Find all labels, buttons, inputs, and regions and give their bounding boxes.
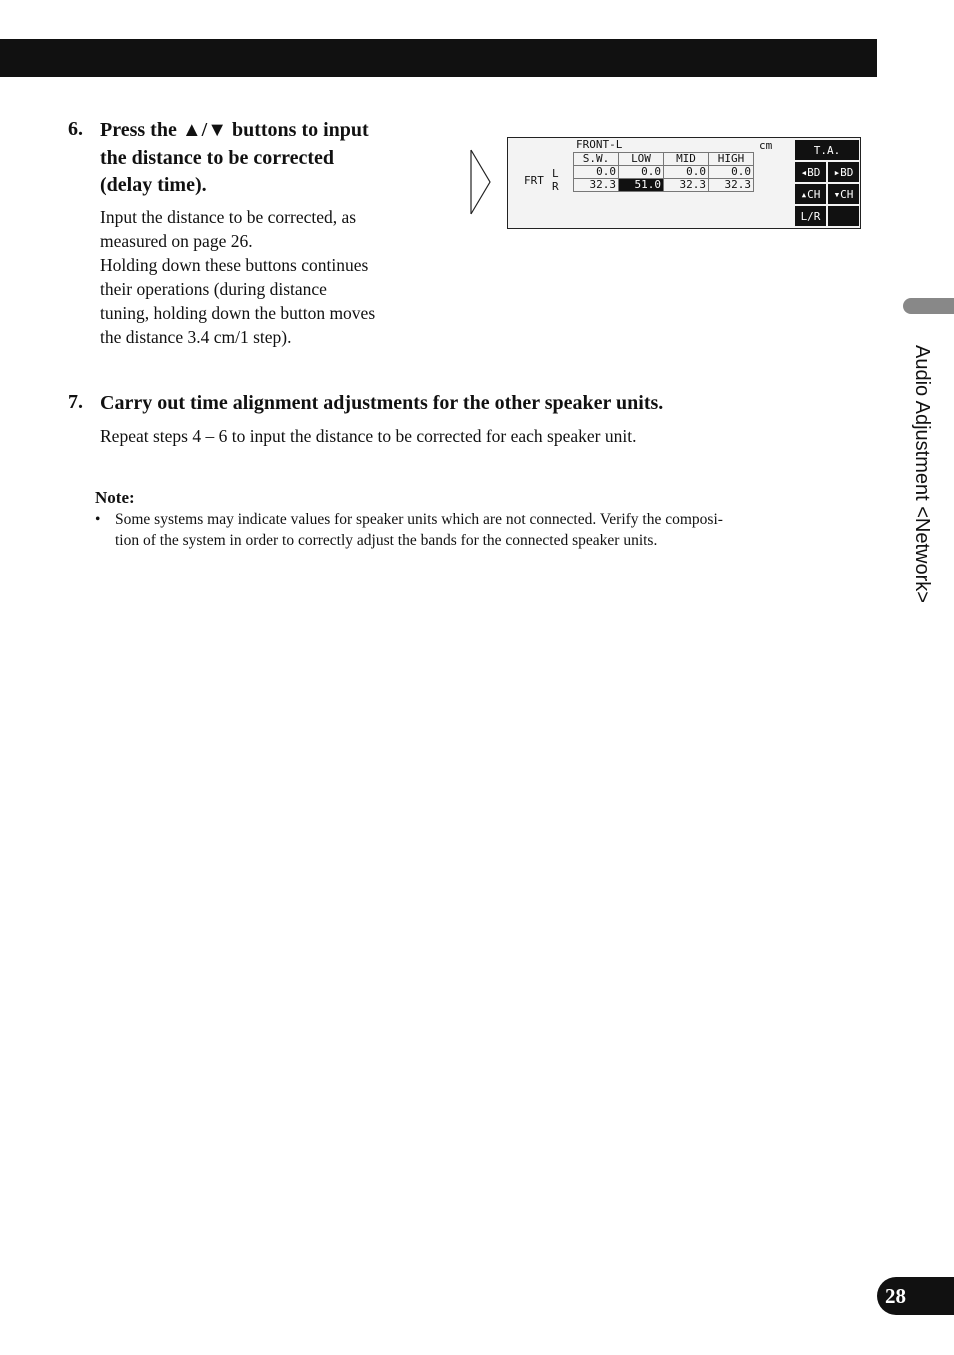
- step-6-number: 6.: [68, 118, 83, 140]
- header-bar: [0, 39, 877, 77]
- bd-right-button[interactable]: ▸BD: [828, 162, 859, 182]
- step-6-body-line: their operations (during distance: [100, 279, 327, 299]
- display-row-label-l: L: [552, 167, 559, 180]
- table-cell: 0.0: [574, 166, 619, 179]
- table-cell: 32.3: [574, 179, 619, 192]
- table-cell: 0.0: [709, 166, 754, 179]
- display-unit: cm: [759, 139, 773, 152]
- note-text: [115, 509, 840, 551]
- delay-table: [573, 152, 754, 192]
- lr-button[interactable]: L/R: [795, 206, 826, 226]
- step-6-body-line: the distance 3.4 cm/1 step).: [100, 327, 292, 347]
- step-6-body-line: measured on page 26.: [100, 231, 253, 251]
- pointer-arrow-icon: [469, 148, 493, 216]
- note-title: Note:: [95, 488, 135, 507]
- display-title: FRONT-L: [576, 138, 623, 151]
- empty-button: [828, 206, 859, 226]
- table-cell: 32.3: [709, 179, 754, 192]
- bd-left-button[interactable]: ◂BD: [795, 162, 826, 182]
- ch-down-button[interactable]: ▾CH: [828, 184, 859, 204]
- display-row-label-r: R: [552, 180, 559, 193]
- step-6-body-line: Input the distance to be corrected, as: [100, 207, 357, 227]
- step-6-heading-line2: the distance to be corrected: [100, 146, 335, 169]
- step-6-body: [100, 205, 440, 349]
- lcd-display: [507, 137, 861, 229]
- note-line: tion of the system in order to correctly adjust the bands for the connected speaker units.: [115, 532, 658, 549]
- column-header: HIGH: [709, 153, 754, 166]
- table-cell: 0.0: [664, 166, 709, 179]
- step-6-heading-line1: Press the ▲/▼ buttons to input: [100, 119, 369, 141]
- table-cell: 32.3: [664, 179, 709, 192]
- column-header: MID: [664, 153, 709, 166]
- step-6-heading-line3: (delay time).: [100, 174, 207, 196]
- section-title: Audio Adjustment <Network>: [911, 345, 933, 603]
- page-number: 28: [877, 1277, 954, 1315]
- column-header: LOW: [619, 153, 664, 166]
- ch-up-button[interactable]: ▴CH: [795, 184, 826, 204]
- table-cell-selected[interactable]: 51.0: [619, 179, 664, 192]
- step-7-body: Repeat steps 4 – 6 to input the distance to be corrected for each speaker unit.: [100, 426, 637, 446]
- step-6-body-line: Holding down these buttons continues: [100, 255, 369, 275]
- step-7-number: 7.: [68, 391, 83, 413]
- note-line: Some systems may indicate values for speaker units which are not connected. Verify the composi-: [115, 511, 723, 528]
- step-7-heading: Carry out time alignment adjustments for the other speaker units.: [100, 392, 664, 414]
- step-6-heading: [100, 117, 369, 200]
- display-row-group-label: FRT: [524, 174, 544, 187]
- table-cell: 0.0: [619, 166, 664, 179]
- section-tab: [903, 298, 954, 314]
- column-header: S.W.: [574, 153, 619, 166]
- ta-button[interactable]: T.A.: [795, 140, 859, 160]
- step-6-body-line: tuning, holding down the button moves: [100, 303, 376, 323]
- note-bullet: •: [95, 511, 101, 528]
